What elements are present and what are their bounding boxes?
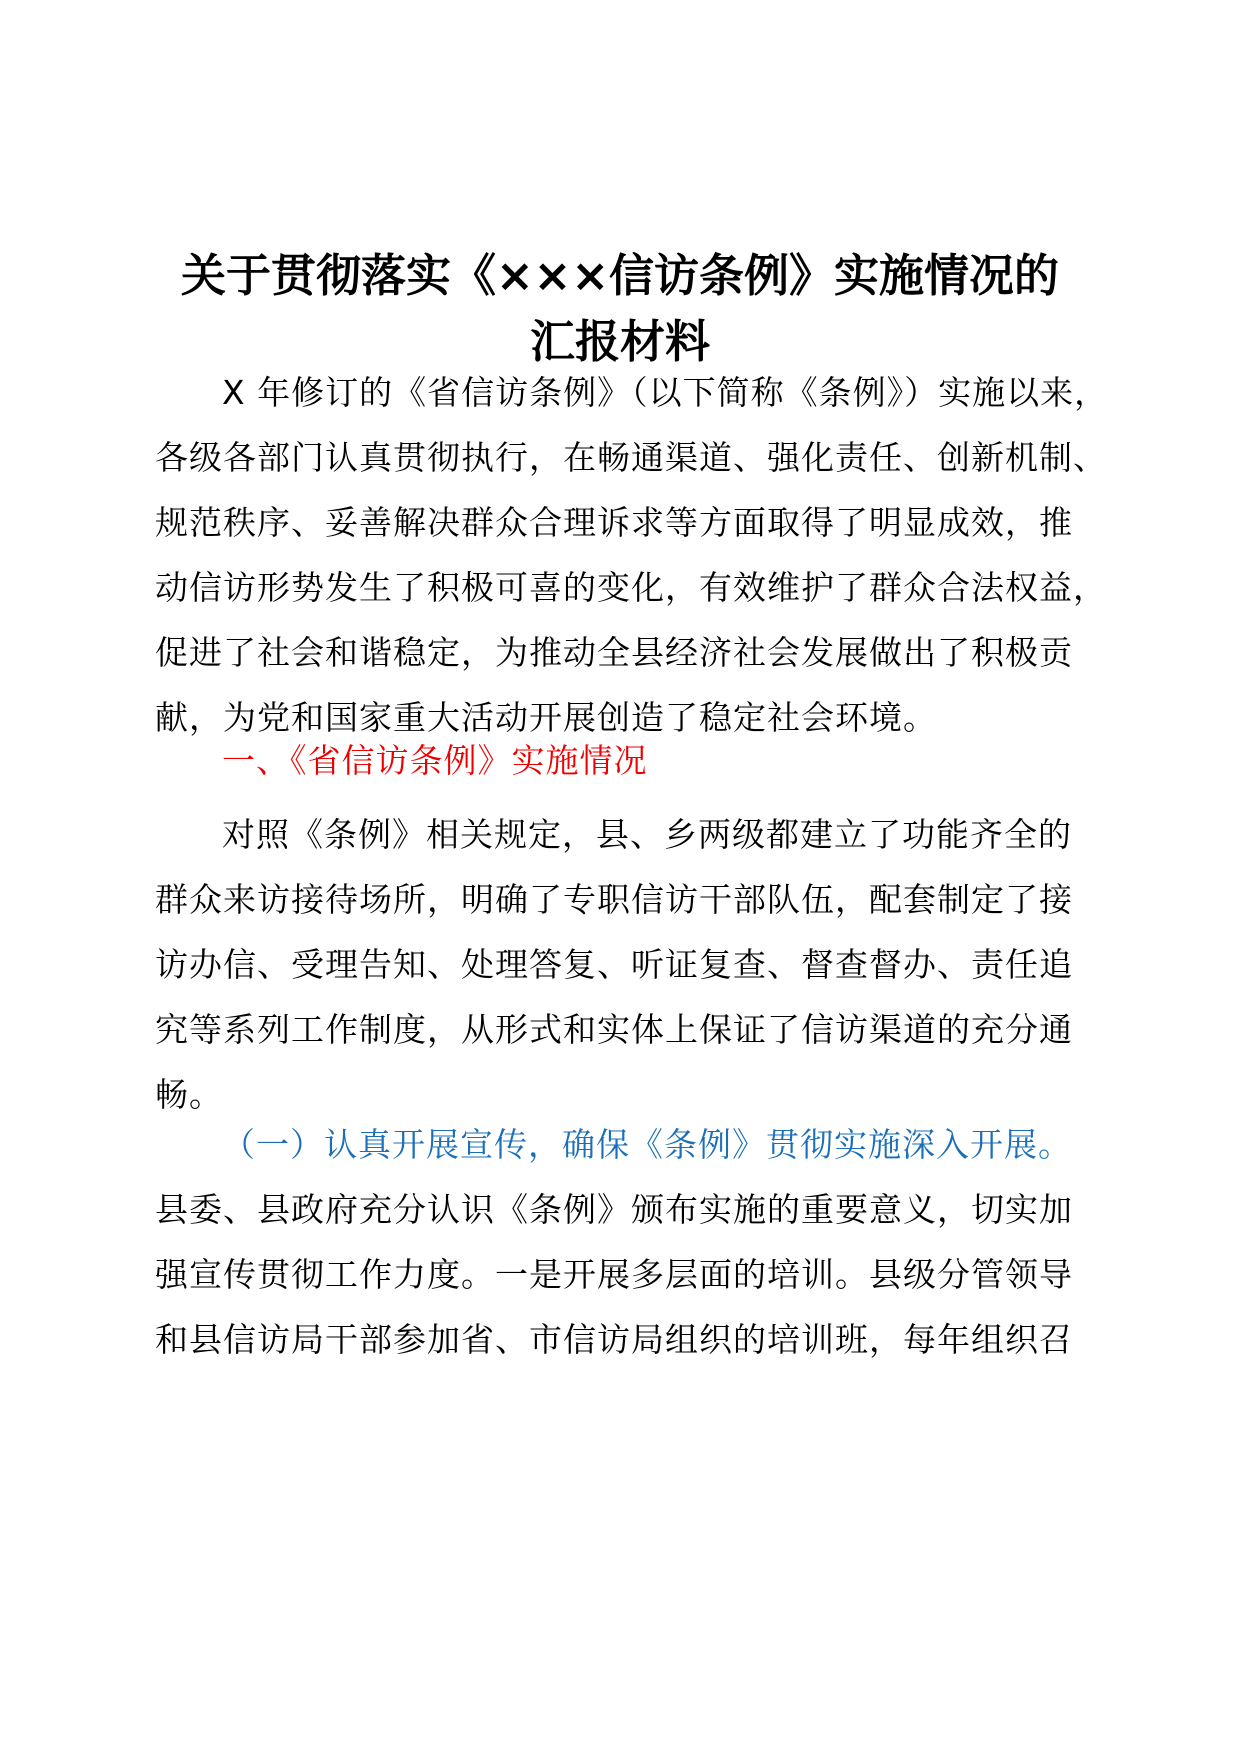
document-title-line-1: 关于贯彻落实《×××信访条例》实施情况的 [180, 249, 1060, 302]
paragraph-line: X 年修订的《省信访条例》（以下简称《条例》）实施以来， [222, 373, 1109, 412]
subsection-1-heading: （一）认真开展宣传，确保《条例》贯彻实施深入开展。 [222, 1125, 1072, 1164]
document-title-line-2: 汇报材料 [529, 315, 710, 368]
paragraph-line: 献，为党和国家重大活动开展创造了稳定社会环境。 [155, 698, 937, 737]
paragraph-line: 强宣传贯彻工作力度。一是开展多层面的培训。县级分管领导 [155, 1255, 1073, 1294]
subsection-1-paragraph [155, 1112, 1105, 1372]
paragraph-line: 规范秩序、妥善解决群众合理诉求等方面取得了明显成效，推 [155, 503, 1073, 542]
paragraph-line: 和县信访局干部参加省、市信访局组织的培训班，每年组织召 [155, 1320, 1073, 1359]
paragraph-line: 对照《条例》相关规定，县、乡两级都建立了功能齐全的 [222, 815, 1072, 854]
paragraph-line: 县委、县政府充分认识《条例》颁布实施的重要意义，切实加 [155, 1190, 1073, 1229]
paragraph-line: 动信访形势发生了积极可喜的变化，有效维护了群众合法权益， [155, 568, 1107, 607]
section-1-heading: 一、《省信访条例》实施情况 [222, 741, 648, 780]
paragraph-line: 各级各部门认真贯彻执行，在畅通渠道、强化责任、创新机制、 [155, 438, 1107, 477]
section-1-paragraph [155, 802, 1105, 1127]
paragraph-line: 促进了社会和谐稳定，为推动全县经济社会发展做出了积极贡 [155, 633, 1073, 672]
section-1-heading-block [155, 728, 1105, 793]
paragraph-line: 畅。 [155, 1075, 223, 1114]
paragraph-line: 访办信、受理告知、处理答复、听证复查、督查督办、责任追 [155, 945, 1073, 984]
paragraph-line: 究等系列工作制度，从形式和实体上保证了信访渠道的充分通 [155, 1010, 1073, 1049]
intro-paragraph [155, 360, 1109, 750]
paragraph-line: 群众来访接待场所，明确了专职信访干部队伍，配套制定了接 [155, 880, 1073, 919]
